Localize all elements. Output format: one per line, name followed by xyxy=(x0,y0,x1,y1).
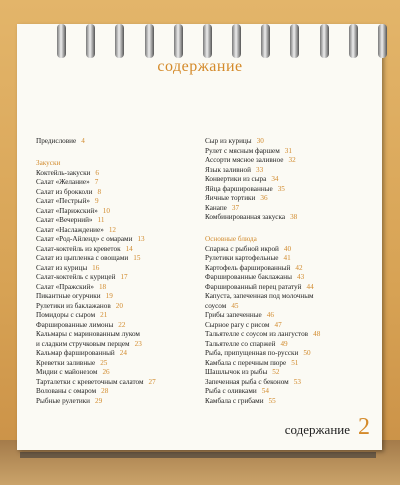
toc-entry-page: 38 xyxy=(290,213,298,221)
toc-entry-page: 54 xyxy=(261,387,269,395)
toc-entry xyxy=(36,207,196,217)
toc-entry-page: 50 xyxy=(303,349,311,357)
toc-entry xyxy=(36,273,196,283)
toc-entry-page: 49 xyxy=(280,339,288,348)
binding-ring xyxy=(290,24,299,58)
toc-entry-label: Тарталетки с креветочным салатом xyxy=(36,377,144,386)
section-heading-appetizers: Закуски xyxy=(36,158,61,167)
binding-ring xyxy=(203,24,212,58)
toc-entry-page: 41 xyxy=(283,254,291,262)
toc-entry-label: Салат из брокколи xyxy=(36,187,93,196)
toc-entry-label: Салат из цыпленка с овощами xyxy=(36,254,129,262)
toc-right-column xyxy=(205,137,373,406)
toc-entry xyxy=(36,235,196,245)
toc-entry-page: 26 xyxy=(102,368,110,376)
toc-entry xyxy=(36,321,196,331)
toc-entry-page: 53 xyxy=(293,377,301,386)
toc-entry xyxy=(36,359,196,369)
toc-entry-page: 4 xyxy=(81,137,85,145)
toc-entry-label: Фаршированные лимоны xyxy=(36,320,114,329)
toc-entry xyxy=(205,283,373,293)
toc-entry-page: 42 xyxy=(295,263,303,272)
toc-entry-label: Грибы запеченные xyxy=(205,311,262,319)
toc-entry-page: 32 xyxy=(288,156,296,164)
toc-entry-page: 11 xyxy=(97,216,105,224)
toc-entry xyxy=(36,137,196,147)
toc-entry-label: Кальмары с маринованным луком xyxy=(36,330,140,338)
toc-entry xyxy=(205,387,373,397)
toc-entry-page: 14 xyxy=(125,244,133,253)
toc-entry-page: 24 xyxy=(119,349,127,357)
toc-entry-page: 12 xyxy=(108,225,116,234)
toc-entry-page: 10 xyxy=(102,206,110,215)
binding-ring xyxy=(174,24,183,58)
toc-entry-page: 47 xyxy=(274,320,282,329)
toc-entry xyxy=(36,368,196,378)
toc-entry-label: Яйца фаршированные xyxy=(205,184,273,193)
toc-entry xyxy=(205,311,373,321)
toc-entry xyxy=(36,397,196,407)
toc-entry xyxy=(36,302,196,312)
toc-entry xyxy=(205,368,373,378)
toc-entry xyxy=(205,330,373,340)
toc-entry-label: Камбала с грибами xyxy=(205,396,264,405)
toc-entry-label: Коктейль-закуски xyxy=(36,168,91,177)
toc-entry-label: Предисловие xyxy=(36,137,77,145)
toc-entry xyxy=(205,273,373,283)
toc-entry xyxy=(36,311,196,321)
toc-entry xyxy=(205,349,373,359)
toc-entry xyxy=(205,245,373,255)
toc-entry-page: 30 xyxy=(256,137,264,145)
toc-entry-page: 21 xyxy=(100,311,108,319)
toc-entry-page: 25 xyxy=(100,358,108,367)
toc-entry xyxy=(205,397,373,407)
toc-entry xyxy=(205,137,373,147)
toc-entry-label: Салат «Род-Айленд» с омарами xyxy=(36,235,133,243)
binding-ring xyxy=(349,24,358,58)
toc-entry-page: 44 xyxy=(306,282,314,291)
toc-entry xyxy=(36,197,196,207)
binding-ring xyxy=(57,24,66,58)
toc-entry-page: 22 xyxy=(118,320,126,329)
binding-ring xyxy=(261,24,270,58)
toc-entry-page: 19 xyxy=(105,292,113,300)
toc-entry xyxy=(205,166,373,176)
toc-entry xyxy=(36,226,196,236)
binding-ring xyxy=(378,24,387,58)
toc-entry-label: Конвертики из сыра xyxy=(205,175,267,183)
toc-entry-label: Салат-коктейль из креветок xyxy=(36,244,121,253)
binding-ring xyxy=(115,24,124,58)
toc-entry-page: 35 xyxy=(277,184,285,193)
toc-entry-page: 8 xyxy=(97,187,102,196)
toc-entry xyxy=(36,349,196,359)
toc-entry-label: Рыбные рулетики xyxy=(36,396,91,405)
section-heading-main-dishes: Основные блюда xyxy=(205,234,257,243)
toc-entry xyxy=(36,178,196,188)
toc-entry-page: 43 xyxy=(296,273,305,281)
toc-entry xyxy=(205,147,373,157)
toc-entry-label: соусом xyxy=(205,301,227,310)
toc-appetizers-list xyxy=(36,169,196,407)
toc-entry xyxy=(36,283,196,293)
toc-entry-label: Язык заливной xyxy=(205,165,251,174)
toc-entry-page: 28 xyxy=(101,387,109,395)
binding-ring xyxy=(86,24,95,58)
toc-entry-label: Комбинированная закуска xyxy=(205,213,286,221)
toc-entry xyxy=(36,169,196,179)
toc-entry-label: Салат из курицы xyxy=(36,263,88,272)
toc-entry-page: 23 xyxy=(134,339,142,348)
toc-entry-page: 6 xyxy=(95,168,99,177)
toc-entry xyxy=(36,216,196,226)
toc-entry xyxy=(36,292,196,302)
toc-entry-page: 51 xyxy=(291,358,299,367)
toc-entry xyxy=(205,264,373,274)
toc-entry-label: Помидоры с сыром xyxy=(36,311,96,319)
toc-entry-page: 52 xyxy=(272,368,280,376)
toc-entry-label: Рыба, припущенная по-русски xyxy=(205,349,299,357)
toc-entry-label: Картофель фаршированный xyxy=(205,263,291,272)
toc-entry xyxy=(205,302,373,312)
toc-entry-page: 37 xyxy=(231,203,240,212)
toc-entry-label: Рулетики из баклажанов xyxy=(36,301,111,310)
toc-entry-label: Шашлычок из рыбы xyxy=(205,368,268,376)
toc-entry-label: Салат «Наслаждение» xyxy=(36,225,104,234)
toc-entry-label: Рулетики картофельные xyxy=(205,254,279,262)
toc-entry xyxy=(36,264,196,274)
toc-entry-page: 45 xyxy=(231,301,239,310)
toc-entry-label: Фаршированный перец рататуй xyxy=(205,282,302,291)
toc-entry xyxy=(205,292,373,302)
toc-entry-label: Тальятелле с соусом из лангустов xyxy=(205,330,309,338)
toc-entry-label: Спаржа с рыбной икрой xyxy=(205,244,279,253)
toc-entry-page: 7 xyxy=(94,178,99,186)
toc-main-dishes-list xyxy=(205,245,373,407)
page-stack-edge xyxy=(20,452,376,458)
toc-entry-label: Фаршированные баклажаны xyxy=(205,273,292,281)
toc-entry-page: 17 xyxy=(120,273,128,281)
toc-entry xyxy=(205,378,373,388)
toc-entry xyxy=(205,213,373,223)
page-footer xyxy=(285,414,370,441)
toc-entry-label: Мидии с майонезом xyxy=(36,368,98,376)
toc-entry-label: Сыр из курицы xyxy=(205,137,252,145)
toc-entry-page: 48 xyxy=(313,330,321,338)
toc-entry-page: 55 xyxy=(268,396,276,405)
binding-ring xyxy=(320,24,329,58)
toc-entry-label: Рыба с оливками xyxy=(205,387,257,395)
toc-entry-page: 9 xyxy=(95,197,99,205)
toc-entry xyxy=(36,387,196,397)
toc-entry xyxy=(36,378,196,388)
toc-intro-list xyxy=(36,137,196,147)
toc-entry xyxy=(36,340,196,350)
toc-entry-page: 18 xyxy=(98,282,107,291)
toc-entry-page: 27 xyxy=(148,377,156,386)
toc-appetizers-continued-list xyxy=(205,137,373,223)
toc-entry xyxy=(205,175,373,185)
toc-entry xyxy=(205,359,373,369)
toc-entry-label: Яичные тортики xyxy=(205,194,256,202)
toc-entry-page: 29 xyxy=(95,396,103,405)
toc-entry-label: и сладким стручковым перцем xyxy=(36,339,130,348)
toc-entry-page: 15 xyxy=(133,254,141,262)
toc-entry-page: 16 xyxy=(92,263,100,272)
toc-entry-label: Запеченная рыба с беконом xyxy=(205,377,289,386)
toc-entry xyxy=(205,185,373,195)
toc-entry-label: Рулет с мясным фаршем xyxy=(205,146,280,155)
toc-entry-label: Салат «Пестрый» xyxy=(36,197,91,205)
binding-ring xyxy=(145,24,154,58)
spiral-binding xyxy=(57,24,387,60)
toc-entry-label: Камбала с перечным пюре xyxy=(205,358,287,367)
toc-entry xyxy=(36,254,196,264)
toc-entry xyxy=(205,204,373,214)
toc-entry-label: Пикантные огурчики xyxy=(36,292,101,300)
toc-entry-label: Капуста, запеченная под молочным xyxy=(205,292,314,300)
toc-entry-page: 34 xyxy=(271,175,279,183)
toc-entry-label: Канапе xyxy=(205,203,227,212)
toc-entry xyxy=(205,156,373,166)
toc-entry-page: 36 xyxy=(260,194,268,202)
toc-entry-label: Салат «Желание» xyxy=(36,178,90,186)
toc-entry-page: 33 xyxy=(255,165,264,174)
toc-entry-page: 31 xyxy=(284,146,292,155)
toc-entry-label: Волованы с омаром xyxy=(36,387,97,395)
footer-label: содержание xyxy=(284,422,350,437)
toc-entry xyxy=(205,321,373,331)
toc-entry-page: 46 xyxy=(266,311,274,319)
binding-ring xyxy=(232,24,241,58)
toc-left-column xyxy=(36,137,196,406)
toc-entry xyxy=(205,340,373,350)
toc-entry-page: 40 xyxy=(283,244,292,253)
toc-entry xyxy=(36,330,196,340)
toc-entry-label: Салат «Пражский» xyxy=(36,282,94,291)
toc-entry-label: Салат «Вечерний» xyxy=(36,216,93,224)
toc-entry-label: Ассорти мясное заливное xyxy=(205,156,284,164)
page-title: содержание xyxy=(157,58,243,75)
toc-entry-label: Тальятелле со спаржей xyxy=(205,339,276,348)
toc-entry-label: Сырное рагу с рисом xyxy=(205,320,270,329)
toc-entry-label: Кальмар фаршированный xyxy=(36,349,115,357)
toc-entry-label: Креветки заливные xyxy=(36,358,96,367)
toc-entry xyxy=(205,254,373,264)
toc-entry xyxy=(36,245,196,255)
page-number: 2 xyxy=(358,414,370,440)
toc-entry-label: Салат «Парижский» xyxy=(36,206,98,215)
toc-entry xyxy=(205,194,373,204)
toc-entry-page: 20 xyxy=(115,301,123,310)
toc-entry xyxy=(36,188,196,198)
toc-entry-label: Салат-коктейль с курицей xyxy=(36,273,116,281)
toc-entry-page: 13 xyxy=(137,235,145,243)
